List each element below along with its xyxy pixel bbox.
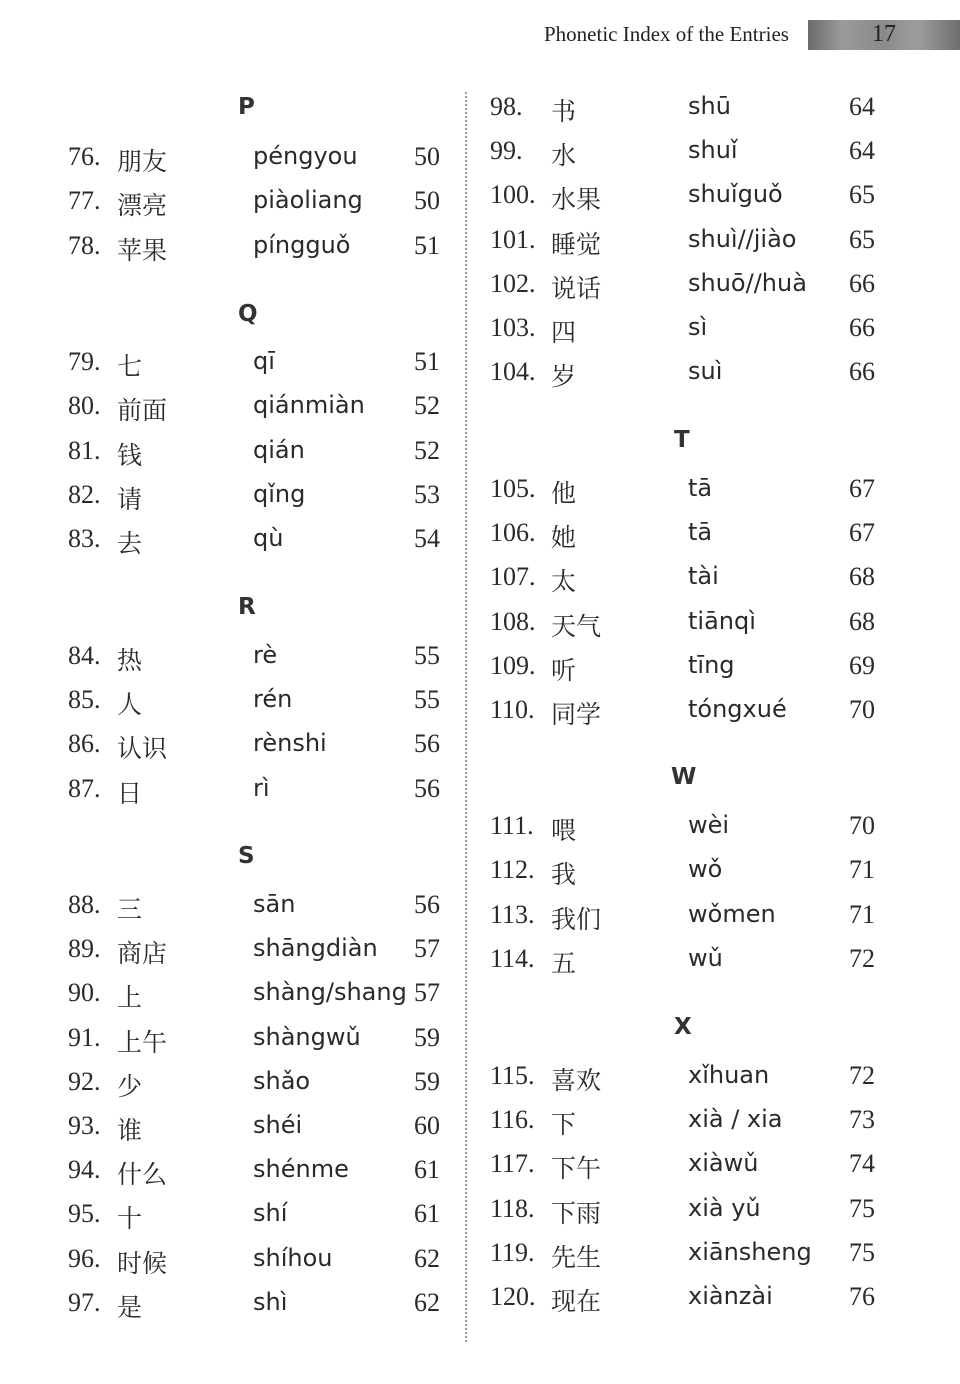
entry-hanzi: 我 [551,860,577,890]
column-divider [465,92,467,1342]
entry-hanzi: 先生 [551,1242,602,1272]
entry-hanzi: 听 [551,655,577,685]
entry-hanzi: 水 [551,141,577,171]
entry-number: 106. [490,518,536,548]
entry-pinyin: tā [688,518,713,547]
entry-number: 116. [490,1105,535,1135]
entry-hanzi: 时候 [117,1248,168,1278]
entry-pinyin: shàng/shang [253,978,407,1007]
entry-hanzi: 商店 [117,939,168,969]
entry-page: 57 [414,934,440,964]
entry-pinyin: shāngdiàn [253,934,378,963]
entry-page: 62 [414,1243,440,1273]
entry-page: 71 [849,899,875,929]
entry-number: 92. [68,1066,101,1096]
entry-hanzi: 上 [117,983,143,1013]
entry-number: 118. [490,1193,535,1223]
entry-pinyin: shíhou [253,1243,333,1272]
running-title: Phonetic Index of the Entries [544,22,789,46]
section-letter-s: S [238,843,255,869]
entry-page: 76 [849,1282,875,1311]
entry-page: 74 [849,1149,875,1179]
entry-pinyin: shuō//huà [688,268,807,297]
entry-hanzi: 同学 [551,700,602,729]
entry-number: 114. [490,943,535,973]
entry-hanzi: 天气 [551,611,602,641]
entry-hanzi: 谁 [117,1116,143,1145]
entry-number: 112. [490,855,535,885]
entry-page: 52 [414,435,440,465]
entry-hanzi: 岁 [551,362,577,392]
entry-pinyin: péngyou [253,142,358,170]
entry-number: 91. [68,1022,101,1052]
entry-number: 86. [68,729,101,759]
entry-pinyin: qī [253,347,275,375]
entry-page: 67 [849,518,875,548]
entry-hanzi: 热 [117,646,143,675]
entry-pinyin: tiānqì [688,606,756,635]
entry-number: 115. [490,1061,535,1090]
entry-hanzi: 请 [117,484,143,514]
entry-hanzi: 下雨 [551,1198,602,1228]
entry-pinyin: sān [253,890,296,918]
entry-page: 55 [414,641,440,670]
entry-hanzi: 睡觉 [551,229,602,259]
entry-hanzi: 三 [117,895,143,924]
entry-hanzi: 她 [551,523,577,553]
entry-page: 60 [414,1111,440,1140]
entry-pinyin: xià / xia [688,1105,783,1134]
entry-number: 97. [68,1287,101,1317]
entry-pinyin: shuǐguǒ [688,180,783,209]
entry-number: 90. [68,978,101,1008]
entry-hanzi: 少 [117,1071,143,1101]
entry-hanzi: 太 [551,567,577,597]
entry-number: 77. [68,186,101,216]
entry-page: 73 [849,1105,875,1135]
entry-hanzi: 五 [551,948,577,978]
entry-page: 66 [849,313,875,342]
entry-number: 85. [68,685,101,715]
entry-page: 75 [849,1193,875,1223]
entry-page: 68 [849,562,875,592]
entry-pinyin: xiàwǔ [688,1149,759,1178]
entry-hanzi: 喜欢 [551,1066,602,1095]
section-letter-q: Q [238,301,258,327]
entry-number: 95. [68,1199,101,1229]
entry-number: 105. [490,474,536,503]
entry-hanzi: 漂亮 [117,191,168,221]
entry-number: 110. [490,695,535,724]
entry-number: 82. [68,479,101,509]
entry-page: 52 [414,391,440,421]
entry-page: 51 [414,230,440,260]
entry-pinyin: shuǐ [688,136,738,165]
entry-number: 117. [490,1149,535,1179]
entry-hanzi: 人 [117,690,143,720]
entry-number: 107. [490,562,536,592]
entry-pinyin: shí [253,1199,288,1228]
entry-page: 64 [849,136,875,166]
entry-page: 61 [414,1155,440,1185]
entry-pinyin: xiānsheng [688,1237,812,1266]
entry-pinyin: tài [688,562,719,591]
entry-page: 50 [414,186,440,216]
entry-number: 89. [68,934,101,964]
entry-pinyin: shéi [253,1111,303,1139]
entry-pinyin: shuì//jiào [688,224,797,253]
entry-pinyin: qiánmiàn [253,391,365,420]
entry-pinyin: qù [253,524,284,553]
entry-hanzi: 上午 [117,1027,168,1057]
entry-pinyin: rènshi [253,729,327,758]
entry-page: 59 [414,1022,440,1052]
entry-page: 65 [849,224,875,254]
entry-pinyin: shū [688,92,731,120]
entry-pinyin: wǒ [688,855,723,884]
entry-pinyin: shǎo [253,1066,311,1095]
entry-page: 56 [414,890,440,919]
entry-pinyin: wǒmen [688,899,776,928]
entry-hanzi: 说话 [551,273,602,303]
section-letter-p: P [238,94,255,120]
entry-pinyin: shàngwǔ [253,1022,361,1051]
entry-hanzi: 水果 [551,185,602,215]
entry-number: 94. [68,1155,101,1185]
entry-page: 56 [414,729,440,759]
entry-number: 84. [68,641,101,670]
entry-page: 59 [414,1066,440,1096]
section-letter-w: W [671,764,697,790]
entry-page: 72 [849,1061,875,1090]
entry-pinyin: qián [253,435,305,464]
entry-hanzi: 我们 [551,904,602,934]
entry-number: 119. [490,1237,535,1267]
entry-hanzi: 钱 [117,440,143,470]
entry-page: 70 [849,811,875,840]
entry-page: 68 [849,606,875,636]
entry-hanzi: 是 [117,1292,143,1322]
entry-hanzi: 书 [551,97,577,126]
entry-page: 70 [849,695,875,724]
section-letter-t: T [674,427,690,453]
entry-page: 57 [414,978,440,1008]
entry-pinyin: rì [253,773,270,802]
entry-hanzi: 日 [117,778,143,808]
entry-hanzi: 苹果 [117,235,168,265]
entry-pinyin: tīng [688,650,735,679]
entry-number: 88. [68,890,101,919]
entry-number: 109. [490,650,536,680]
entry-number: 99. [490,136,523,166]
entry-hanzi: 喂 [551,816,577,845]
entry-page: 67 [849,474,875,503]
entry-hanzi: 现在 [551,1287,602,1316]
entry-page: 51 [414,347,440,376]
entry-number: 80. [68,391,101,421]
entry-pinyin: sì [688,313,708,341]
entry-number: 76. [68,142,101,171]
entry-hanzi: 前面 [117,396,168,426]
section-letter-x: X [674,1014,692,1040]
entry-number: 93. [68,1111,101,1140]
entry-hanzi: 认识 [117,734,168,764]
entry-pinyin: tóngxué [688,695,787,723]
entry-number: 113. [490,899,535,929]
entry-page: 53 [414,479,440,509]
entry-page: 69 [849,650,875,680]
entry-pinyin: shì [253,1287,288,1316]
entry-pinyin: piàoliang [253,186,363,215]
entry-page: 56 [414,773,440,803]
entry-hanzi: 十 [117,1204,143,1234]
entry-number: 78. [68,230,101,260]
entry-hanzi: 去 [117,529,143,559]
section-letter-r: R [238,594,256,620]
entry-pinyin: xiànzài [688,1282,773,1310]
entry-number: 102. [490,268,536,298]
entry-hanzi: 下午 [551,1154,602,1184]
entry-page: 64 [849,92,875,121]
entry-number: 83. [68,524,101,554]
entry-pinyin: suì [688,357,723,386]
page-number: 17 [872,21,896,47]
entry-number: 100. [490,180,536,210]
entry-hanzi: 他 [551,479,577,508]
entry-pinyin: rè [253,641,278,669]
entry-pinyin: wǔ [688,943,723,972]
entry-pinyin: xǐhuan [688,1061,770,1089]
entry-pinyin: rén [253,685,293,714]
entry-page: 66 [849,357,875,387]
entry-number: 108. [490,606,536,636]
entry-number: 111. [490,811,534,840]
entry-number: 104. [490,357,536,387]
entry-hanzi: 四 [551,318,577,347]
entry-pinyin: xià yǔ [688,1193,761,1222]
entry-pinyin: shénme [253,1155,349,1184]
entry-page: 50 [414,142,440,171]
entry-page: 71 [849,855,875,885]
entry-hanzi: 七 [117,352,143,381]
entry-number: 103. [490,313,536,342]
entry-page: 55 [414,685,440,715]
entry-page: 62 [414,1287,440,1317]
entry-number: 87. [68,773,101,803]
entry-page: 75 [849,1237,875,1267]
entry-number: 79. [68,347,101,376]
entry-pinyin: píngguǒ [253,230,351,259]
entry-page: 61 [414,1199,440,1229]
entry-number: 81. [68,435,101,465]
entry-page: 72 [849,943,875,973]
entry-number: 98. [490,92,523,121]
entry-number: 120. [490,1282,536,1311]
entry-hanzi: 什么 [117,1160,168,1190]
entry-hanzi: 朋友 [117,147,168,176]
entry-page: 66 [849,268,875,298]
entry-page: 65 [849,180,875,210]
entry-pinyin: wèi [688,811,730,839]
entry-number: 96. [68,1243,101,1273]
entry-number: 101. [490,224,536,254]
entry-hanzi: 下 [551,1110,577,1140]
entry-pinyin: tā [688,474,713,502]
entry-pinyin: qǐng [253,479,306,508]
entry-page: 54 [414,524,440,554]
